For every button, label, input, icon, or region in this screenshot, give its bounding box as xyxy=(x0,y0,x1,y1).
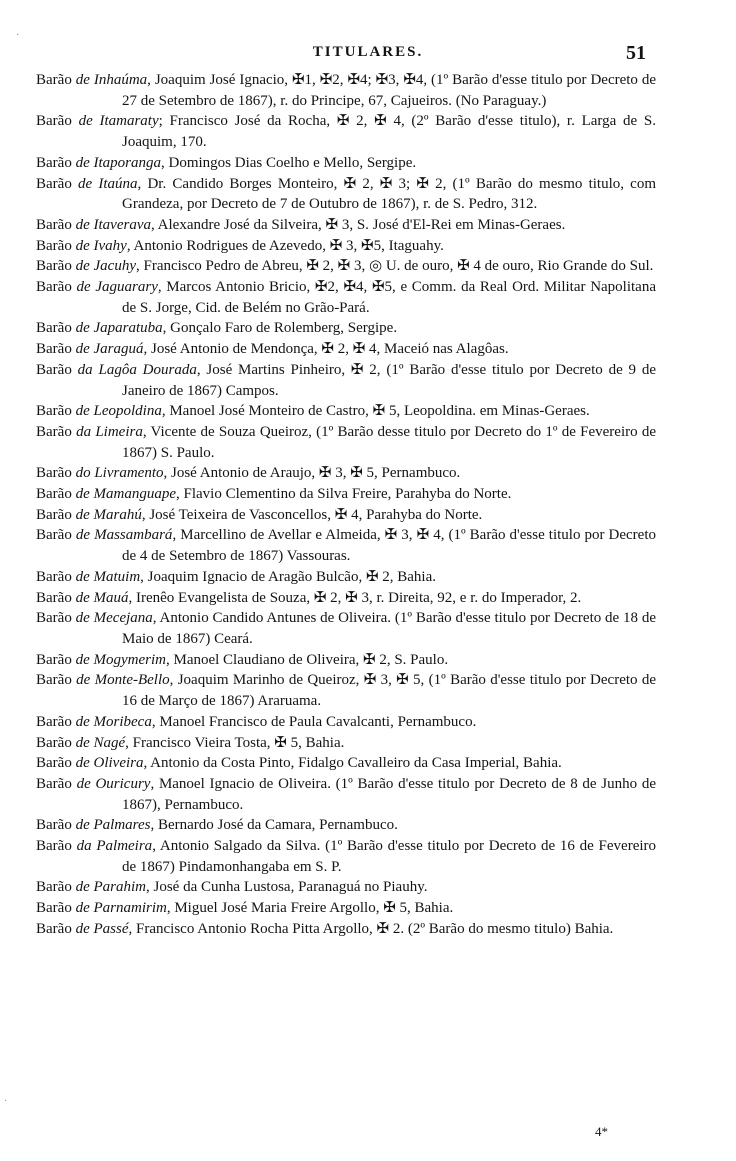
entry-place: Oliveira xyxy=(93,755,144,772)
title-entry xyxy=(36,588,656,609)
entry-place: Mauá xyxy=(93,589,129,606)
entry-particle: de xyxy=(75,216,90,233)
entry-text: , Bernardo José da Camara, Pernambuco. xyxy=(150,817,398,834)
entry-particle: de xyxy=(75,610,90,627)
entry-text: , Joaquim Ignacio de Aragão Bulcão, ✠ 2, Bahia. xyxy=(140,568,436,585)
entry-prefix: Barão xyxy=(36,900,72,917)
title-entry xyxy=(36,277,656,318)
entry-prefix: Barão xyxy=(36,920,72,937)
entry-place: Jacuhy xyxy=(93,258,136,275)
entry-text: , Vicente de Souza Queiroz, (1º Barão desse titulo por Decreto do 1º de Fevereiro de 1867) S. Paulo. xyxy=(122,423,657,461)
entry-particle: do xyxy=(75,465,91,482)
entry-text: , José Antonio de Araujo, ✠ 3, ✠ 5, Pernambuco. xyxy=(163,465,461,482)
entry-place: Jaguarary xyxy=(95,279,158,296)
entry-text: , Flavio Clementino da Silva Freire, Parahyba do Norte. xyxy=(176,486,512,503)
entry-text: , Irenêo Evangelista de Souza, ✠ 2, ✠ 3, r. Direita, 92, e r. do Imperador, 2. xyxy=(128,589,582,606)
title-entry xyxy=(36,339,656,360)
entry-prefix: Barão xyxy=(36,320,72,337)
entry-prefix: Barão xyxy=(36,651,72,668)
entry-particle: de xyxy=(76,775,91,792)
title-entry xyxy=(36,670,656,711)
entry-prefix: Barão xyxy=(36,175,72,192)
entry-prefix: Barão xyxy=(36,817,72,834)
entry-particle: de xyxy=(75,589,90,606)
entry-place: Mogymerim xyxy=(93,651,166,668)
entry-place: Marahú xyxy=(93,506,142,523)
entry-particle: de xyxy=(75,320,90,337)
entry-place: Nagé xyxy=(93,734,126,751)
entry-place: Japaratuba xyxy=(93,320,163,337)
entry-place: Itaverava xyxy=(93,216,151,233)
title-entry xyxy=(36,484,656,505)
entry-place: Massambará xyxy=(94,527,173,544)
title-entry xyxy=(36,215,656,236)
title-entry xyxy=(36,236,656,257)
title-entry xyxy=(36,567,656,588)
entry-text: , Antonio Rodrigues de Azevedo, ✠ 3, ✠5, Itaguahy. xyxy=(126,237,444,254)
entry-text: , Manoel José Monteiro de Castro, ✠ 5, Leopoldina. em Minas-Geraes. xyxy=(161,403,590,420)
entry-prefix: Barão xyxy=(36,237,72,254)
entry-particle: de xyxy=(76,279,91,296)
title-entry xyxy=(36,733,656,754)
entry-place: Parahim xyxy=(93,879,146,896)
entry-text: , Marcellino de Avellar e Almeida, ✠ 3, ✠ 4, (1º Barão d'esse titulo por Decreto de 4 de Setembro de 1867) Vassouras. xyxy=(122,527,656,565)
entry-particle: de xyxy=(75,879,90,896)
title-entry xyxy=(36,256,656,277)
entry-particle: da xyxy=(76,423,92,440)
entry-prefix: Barão xyxy=(36,775,72,792)
entry-place: Ivahy xyxy=(93,237,127,254)
title-entry xyxy=(36,919,656,940)
entry-text: , Dr. Candido Borges Monteiro, ✠ 2, ✠ 3; ✠ 2, (1º Barão do mesmo titulo, com Grandeza, por Decreto de 7 de Outubro de 1867), r. de S. Pedro, 312. xyxy=(122,175,657,213)
entry-place: Inhaúma xyxy=(93,72,148,88)
entry-place: Mamanguape xyxy=(93,486,176,503)
title-entry xyxy=(36,525,656,566)
page-speck: · xyxy=(16,30,20,41)
entry-particle: de xyxy=(75,403,90,420)
entry-prefix: Barão xyxy=(36,72,72,88)
entry-prefix: Barão xyxy=(36,755,72,772)
title-entry xyxy=(36,815,656,836)
entry-text: , Francisco Antonio Rocha Pitta Argollo, ✠ 2. (2º Barão do mesmo titulo) Bahia. xyxy=(128,920,614,937)
title-entry xyxy=(36,898,656,919)
entry-prefix: Barão xyxy=(36,154,72,171)
entry-place: Ouricury xyxy=(95,775,151,792)
title-entry xyxy=(36,360,656,401)
entry-text: , Francisco Pedro de Abreu, ✠ 2, ✠ 3, ◎ U. de ouro, ✠ 4 de ouro, Rio Grande do Sul. xyxy=(135,258,654,275)
entry-place: Leopoldina xyxy=(93,403,162,420)
entry-text: , Domingos Dias Coelho e Mello, Sergipe. xyxy=(161,154,417,171)
entry-text: , Marcos Antonio Bricio, ✠2, ✠4, ✠5, e Comm. da Real Ord. Militar Napolitana de S. Jorge, Cid. de Belém no Grão-Pará. xyxy=(122,279,656,316)
title-entry xyxy=(36,505,656,526)
entry-prefix: Barão xyxy=(36,734,72,751)
entry-prefix: Barão xyxy=(36,879,72,896)
entry-prefix: Barão xyxy=(36,506,72,523)
entry-particle: de xyxy=(75,755,90,772)
entry-prefix: Barão xyxy=(36,403,72,420)
entry-text: , Manoel Francisco de Paula Cavalcanti, Pernambuco. xyxy=(151,713,477,730)
entry-place: Matuim xyxy=(93,568,141,585)
title-entry xyxy=(36,650,656,671)
entry-particle: de xyxy=(75,506,90,523)
entry-particle: da xyxy=(76,838,92,855)
title-entry xyxy=(36,70,656,111)
entry-text: , Miguel José Maria Freire Argollo, ✠ 5, Bahia. xyxy=(166,900,454,917)
entry-particle: de xyxy=(75,72,90,88)
entry-particle: de xyxy=(75,258,90,275)
entry-text: , José Martins Pinheiro, ✠ 2, (1º Barão d'esse titulo por Decreto de 9 de Janeiro de 1867) Campos. xyxy=(122,361,657,399)
entry-text: , Francisco Vieira Tosta, ✠ 5, Bahia. xyxy=(125,734,345,751)
entry-text: , Joaquim Marinho de Queiroz, ✠ 3, ✠ 5, (1º Barão d'esse titulo por Decreto de 16 de Março de 1867) Araruama. xyxy=(122,672,657,710)
title-entry xyxy=(36,753,656,774)
entry-text: , Joaquim José Ignacio, ✠1, ✠2, ✠4; ✠3, ✠4, (1º Barão d'esse titulo por Decreto de 27 de Setembro de 1867), r. do Principe, 67, Cajueiros. (No Paraguay.) xyxy=(122,72,656,109)
entry-particle: de xyxy=(75,237,90,254)
entry-text: , Alexandre José da Silveira, ✠ 3, S. José d'El-Rei em Minas-Geraes. xyxy=(150,216,566,233)
title-entry xyxy=(36,174,656,215)
entry-particle: de xyxy=(75,341,90,358)
entry-prefix: Barão xyxy=(36,258,72,275)
entry-particle: de xyxy=(78,113,93,130)
entry-text: , Manoel Claudiano de Oliveira, ✠ 2, S. Paulo. xyxy=(165,651,449,668)
entry-particle: de xyxy=(75,817,90,834)
title-entry xyxy=(36,318,656,339)
entry-particle: de xyxy=(75,900,90,917)
entry-place: Itaporanga xyxy=(93,154,161,171)
title-entry xyxy=(36,608,656,649)
title-entry xyxy=(36,712,656,733)
entry-place: Itamaraty xyxy=(99,113,159,130)
entry-place: Mecejana xyxy=(93,610,153,627)
title-entry xyxy=(36,111,656,152)
entry-particle: de xyxy=(75,920,90,937)
entry-prefix: Barão xyxy=(36,713,72,730)
entry-text: , Gonçalo Faro de Rolemberg, Sergipe. xyxy=(162,320,398,337)
entry-prefix: Barão xyxy=(36,838,72,855)
title-entry xyxy=(36,836,656,877)
signature-mark: 4* xyxy=(595,1124,608,1139)
entry-place: Palmares xyxy=(93,817,151,834)
entry-text: , Manoel Ignacio de Oliveira. (1º Barão d'esse titulo por Decreto de 8 de Junho de 1867), Pernambuco. xyxy=(122,775,657,813)
page-speck: · xyxy=(4,1096,8,1107)
entry-prefix: Barão xyxy=(36,279,72,296)
entry-text: , Antonio Candido Antunes de Oliveira. (1º Barão d'esse titulo por Decreto de 18 de Maio de 1867) Ceará. xyxy=(122,610,657,647)
entry-prefix: Barão xyxy=(36,589,72,606)
page-number: 51 xyxy=(626,42,646,64)
entry-place: Livramento xyxy=(94,465,164,482)
entry-particle: de xyxy=(76,672,91,689)
entry-particle: de xyxy=(75,734,90,751)
entry-place: Passé xyxy=(93,920,129,937)
entry-text: , Antonio da Costa Pinto, Fidalgo Cavalleiro da Casa Imperial, Bahia. xyxy=(143,755,562,772)
entry-place: Jaraguá xyxy=(93,341,144,358)
entry-place: Limeira xyxy=(95,423,143,440)
entry-prefix: Barão xyxy=(36,361,72,378)
entry-place: Lagôa Dourada xyxy=(98,361,197,378)
entry-prefix: Barão xyxy=(36,216,72,233)
entry-text: , Antonio Salgado da Silva. (1º Barão d'esse titulo por Decreto de 16 de Fevereiro de 1867) Pindamonhangaba em S. P. xyxy=(122,838,657,875)
entry-particle: de xyxy=(75,651,90,668)
entry-prefix: Barão xyxy=(36,527,72,544)
entry-particle: de xyxy=(75,486,90,503)
entry-place: Parnamirim xyxy=(93,900,167,917)
entry-particle: de xyxy=(78,175,93,192)
entry-prefix: Barão xyxy=(36,486,72,503)
entry-particle: de xyxy=(75,527,91,544)
entry-prefix: Barão xyxy=(36,610,72,627)
title-entry xyxy=(36,463,656,484)
title-entry xyxy=(36,877,656,898)
entry-place: Palmeira xyxy=(96,838,153,855)
entry-place: Monte-Bello xyxy=(94,672,170,689)
running-head: TITULARES. xyxy=(312,44,424,60)
entry-particle: da xyxy=(77,361,93,378)
entry-list xyxy=(36,70,656,940)
entry-text: , José da Cunha Lustosa, Paranaguá no Piauhy. xyxy=(146,879,428,896)
title-entry xyxy=(36,401,656,422)
entry-prefix: Barão xyxy=(36,672,72,689)
entry-particle: de xyxy=(75,154,90,171)
title-entry xyxy=(36,422,656,463)
entry-text: , José Teixeira de Vasconcellos, ✠ 4, Parahyba do Norte. xyxy=(141,506,483,523)
entry-prefix: Barão xyxy=(36,341,72,358)
entry-place: Moribeca xyxy=(93,713,152,730)
entry-prefix: Barão xyxy=(36,113,72,130)
entry-particle: de xyxy=(75,568,90,585)
entry-particle: de xyxy=(75,713,90,730)
entry-prefix: Barão xyxy=(36,465,72,482)
entry-prefix: Barão xyxy=(36,423,72,440)
title-entry xyxy=(36,153,656,174)
entry-prefix: Barão xyxy=(36,568,72,585)
entry-place: Itaúna xyxy=(98,175,138,192)
entry-text: , José Antonio de Mendonça, ✠ 2, ✠ 4, Maceió nas Alagôas. xyxy=(143,341,509,358)
entry-text: ; Francisco José da Rocha, ✠ 2, ✠ 4, (2º Barão d'esse titulo), r. Larga de S. Joaquim, 170. xyxy=(122,113,656,151)
title-entry xyxy=(36,774,656,815)
